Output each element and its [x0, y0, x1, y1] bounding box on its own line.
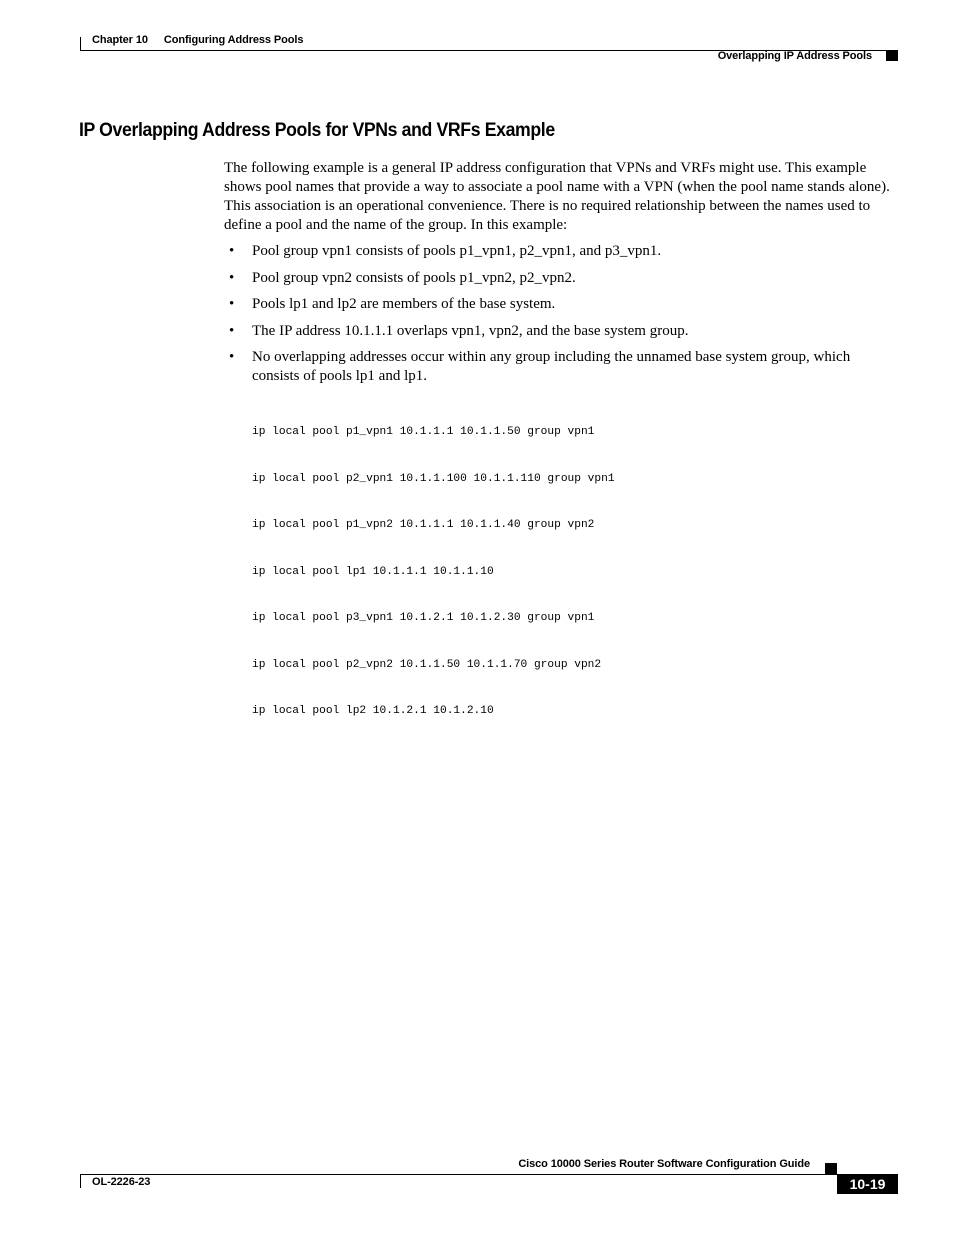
bullet-glyph: • [229, 243, 235, 259]
list-item-text: Pools lp1 and lp2 are members of the base system. [252, 296, 556, 312]
body-column [224, 159, 900, 751]
list-item-text: The IP address 10.1.1.1 overlaps vpn1, vpn2, and the base system group. [252, 322, 689, 339]
list-item [224, 242, 900, 261]
header-section-title: Overlapping IP Address Pools [717, 50, 872, 62]
page-heading: IP Overlapping Address Pools for VPNs and VRFs Example [79, 120, 555, 141]
code-line: ip local pool p2_vpn1 10.1.1.100 10.1.1.110 group vpn1 [252, 472, 615, 485]
code-line: ip local pool p1_vpn2 10.1.1.1 10.1.1.40 group vpn2 [252, 519, 595, 531]
list-item-text: Pool group vpn1 consists of pools p1_vpn1, p2_vpn1, and p3_vpn1. [252, 243, 662, 259]
footer-doc-id: OL-2226-23 [92, 1176, 151, 1188]
footer-rule [80, 1174, 898, 1175]
list-item [224, 322, 900, 341]
header-chapter [92, 34, 303, 46]
code-example [252, 394, 900, 751]
bullet-glyph: • [229, 349, 235, 365]
list-item [224, 295, 900, 314]
list-item [224, 348, 900, 386]
page-number: 10-19 [837, 1175, 898, 1194]
chapter-title: Configuring Address Pools [163, 34, 304, 46]
list-item [224, 269, 900, 288]
header-marker-block [886, 51, 898, 61]
header-left-tick [80, 37, 81, 51]
bullet-glyph: • [229, 269, 235, 286]
chapter-label: Chapter 10 [92, 34, 148, 46]
code-line: ip local pool lp2 10.1.2.1 10.1.2.10 [252, 705, 494, 717]
code-line: ip local pool lp1 10.1.1.1 10.1.1.10 [252, 565, 494, 578]
code-line: ip local pool p2_vpn2 10.1.1.50 10.1.1.70 group vpn2 [252, 658, 602, 671]
footer-guide-title: Cisco 10000 Series Router Software Configuration Guide [518, 1158, 810, 1170]
bullet-glyph: • [229, 296, 235, 312]
code-line: ip local pool p1_vpn1 10.1.1.1 10.1.1.50 group vpn1 [252, 426, 595, 438]
footer-left-tick [80, 1174, 81, 1188]
code-line: ip local pool p3_vpn1 10.1.2.1 10.1.2.30 group vpn1 [252, 612, 595, 624]
bullet-glyph: • [229, 322, 235, 339]
list-item-text: No overlapping addresses occur within any group including the unnamed base system group, which consists of pools lp1 and lp1. [252, 349, 851, 384]
list-item-text: Pool group vpn2 consists of pools p1_vpn2, p2_vpn2. [252, 269, 576, 286]
bullet-list [224, 242, 900, 386]
footer-marker-block [825, 1163, 837, 1174]
intro-paragraph: The following example is a general IP address configuration that VPNs and VRFs might use. This example shows pool names that provide a way to associate a pool name with a VPN (when the pool name stands alone). This association is an operational convenience. There is no required relationship between the names used to define a pool and the name of the group. In this example: [224, 160, 890, 233]
